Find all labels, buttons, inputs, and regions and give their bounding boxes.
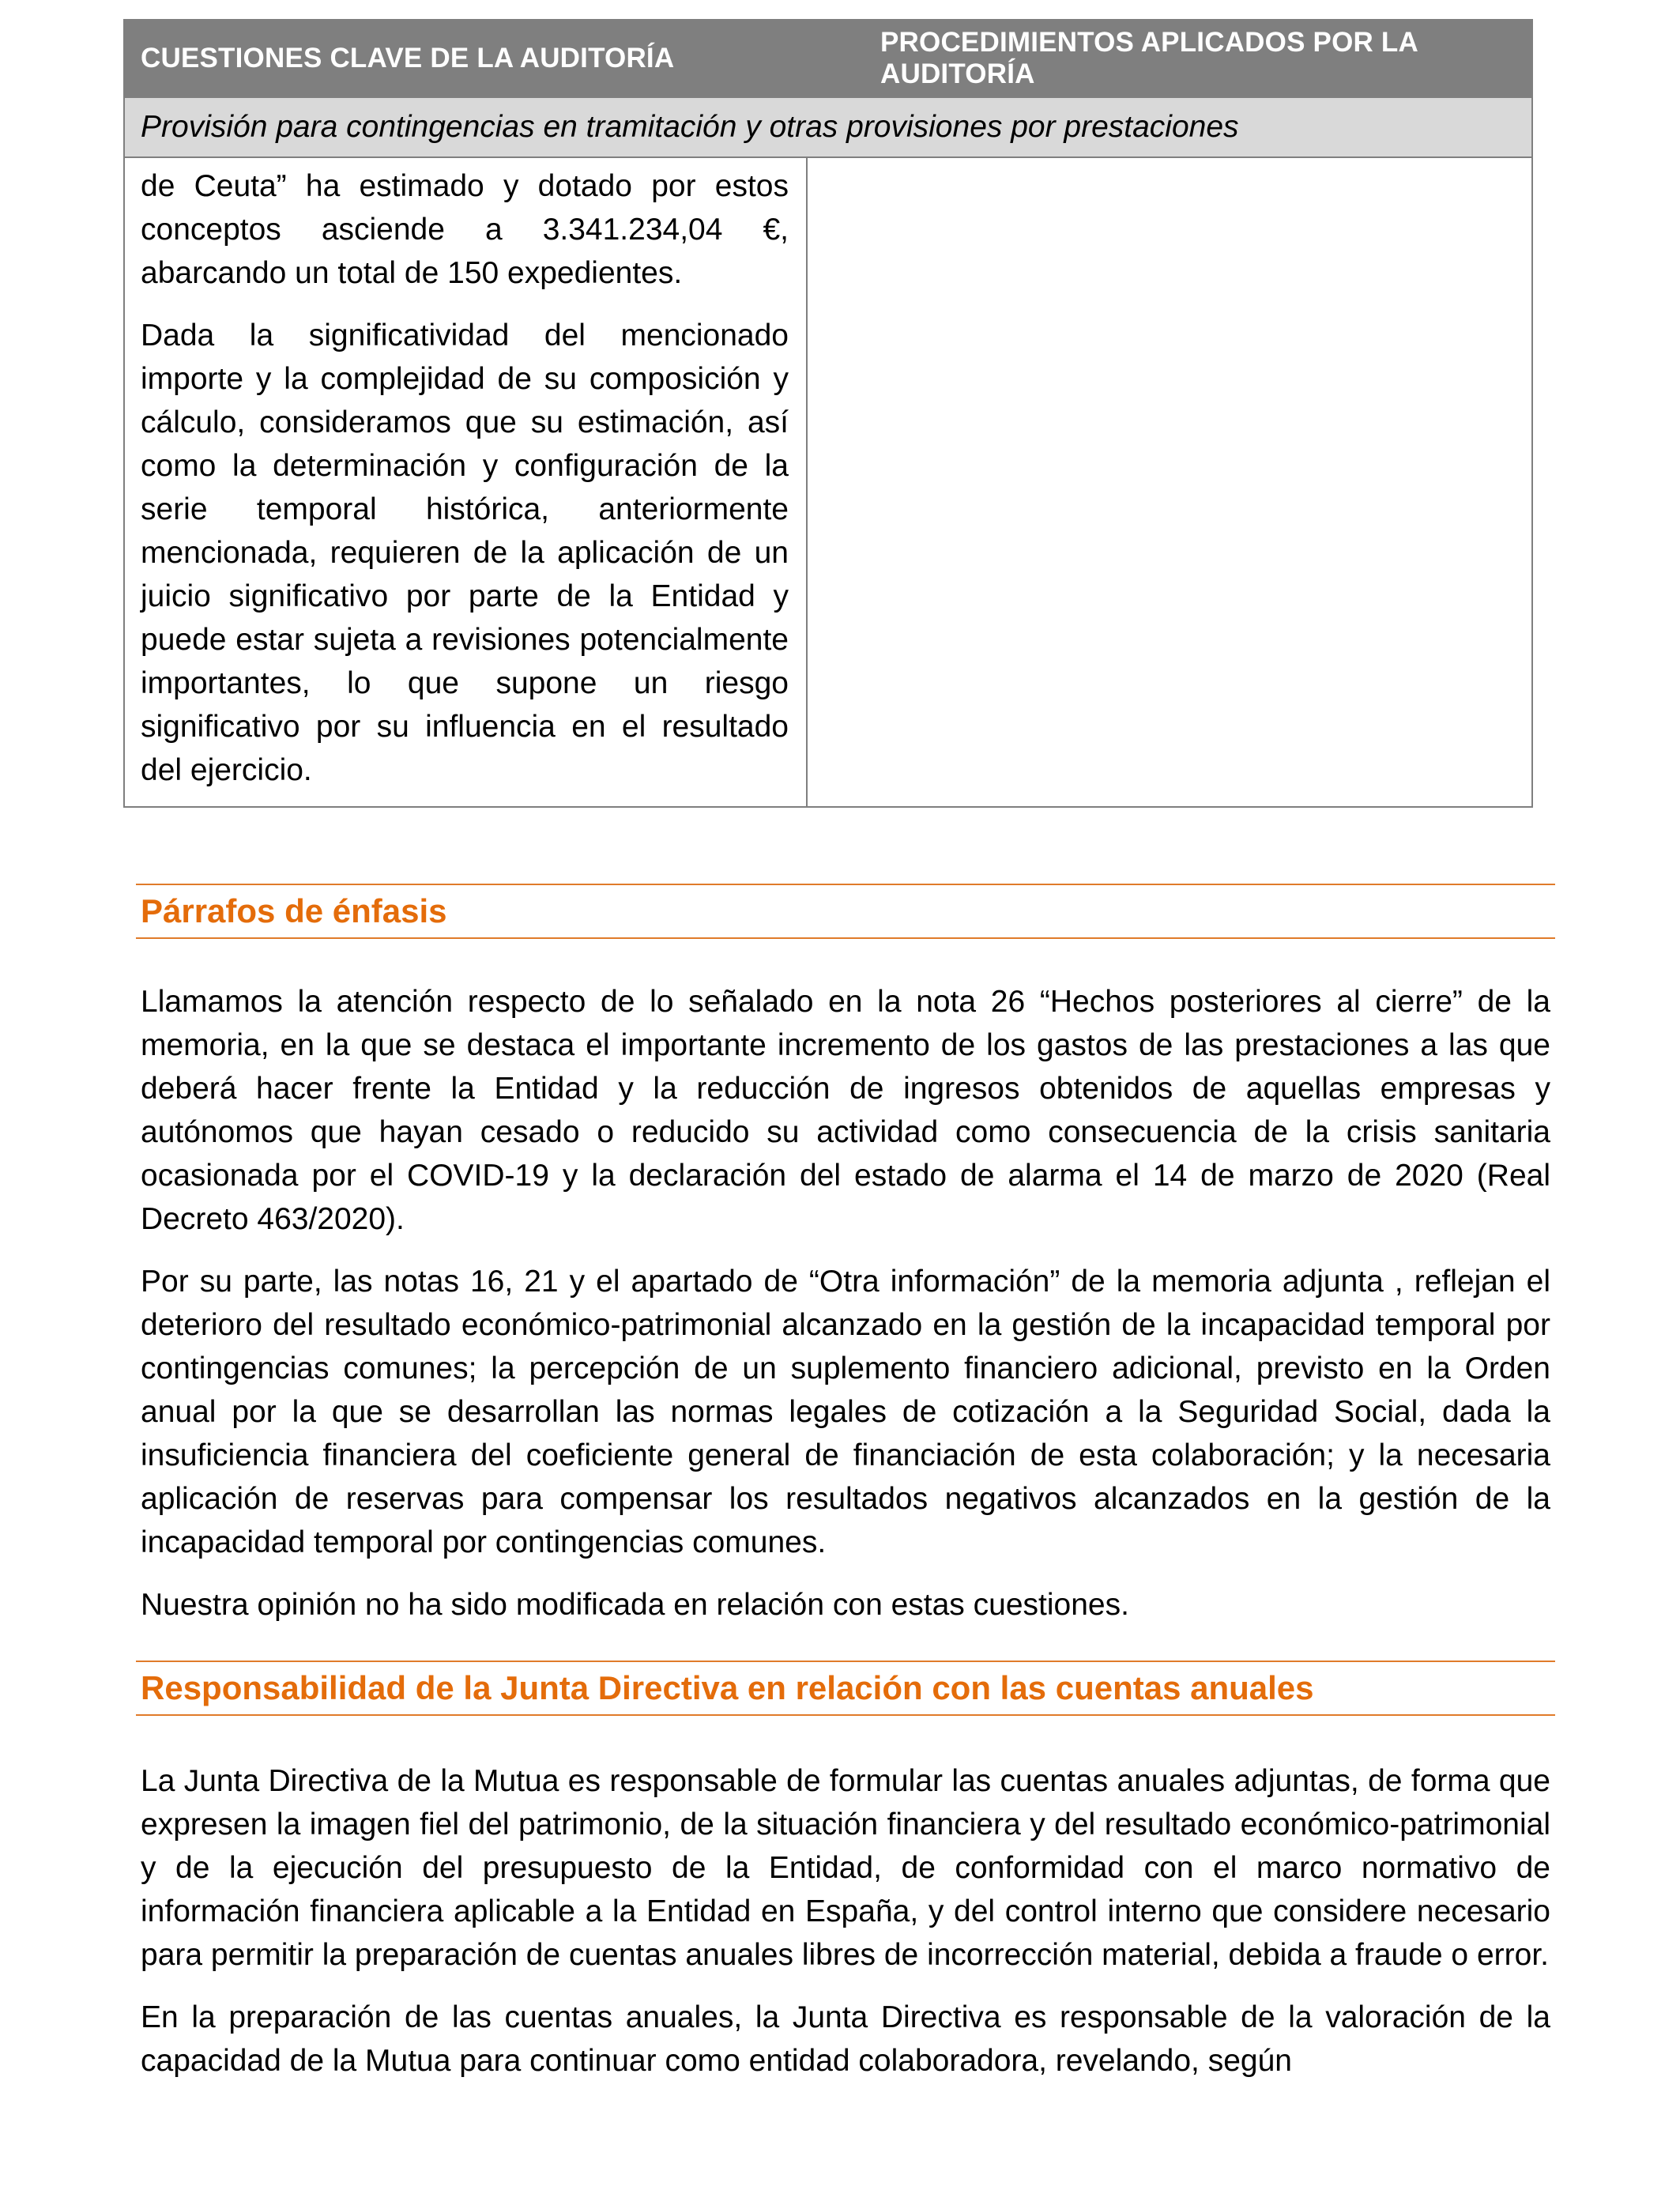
header-audit-procedures: PROCEDIMIENTOS APLICADOS POR LA AUDITORÍA: [880, 27, 1418, 89]
paragraph: Llamamos la atención respecto de lo señalado en la nota 26 “Hechos posteriores al cierre” de la memoria, en la que se destaca el importante incremento de los gastos de las prestaciones a las que deberá hacer frente la Entidad y la reducción de ingresos obtenidos de aquellas empresas y autónomos que hayan cesado o reducido su actividad como consecuencia de la crisis sanitaria ocasionada por el COVID-19 y la declaración del estado de alarma el 14 de marzo de 2020 (Real Decreto 463/2020).: [141, 985, 1550, 1236]
paragraph: Nuestra opinión no ha sido modificada en relación con estas cuestiones.: [141, 1588, 1129, 1622]
section-heading-emphasis: Párrafos de énfasis: [136, 884, 1555, 939]
procedures-cell: [808, 158, 1531, 806]
key-matter-cell: [125, 158, 808, 806]
emphasis-section-body: [141, 980, 1550, 1646]
paragraph: En la preparación de las cuentas anuales, la Junta Directiva es responsable de la valoración de la capacidad de la Mutua para continuar como entidad colaboradora, revelando, según: [141, 2000, 1550, 2078]
key-matter-paragraph: Dada la significatividad del mencionado importe y la complejidad de su composición y cálculo, consideramos que su estimación, así como la determinación y configuración de la serie temporal histórica, anteriormente mencionada, requieren de la aplicación de un juicio significativo por parte de la Entidad y puede estar sujeta a revisiones potencialmente importantes, lo que supone un riesgo significativo por su influencia en el resultado del ejercicio.: [141, 319, 789, 787]
key-matter-paragraph: de Ceuta” ha estimado y dotado por estos conceptos asciende a 3.341.234,04 €, abarcando un total de 150 expedientes.: [141, 169, 789, 290]
paragraph: Por su parte, las notas 16, 21 y el apartado de “Otra información” de la memoria adjunta , reflejan el deterioro del resultado económico-patrimonial alcanzado en la gestión de la incapacidad temporal por contingencias comunes; la percepción de un suplemento financiero adicional, previsto en la Orden anual por la que se desarrollan las normas legales de cotización a la Seguridad Social, dada la insuficiencia financiera del coeficiente general de financiación de esta colaboración; y la necesaria aplicación de reservas para compensar los resultados negativos alcanzados en la gestión de la incapacidad temporal por contingencias comunes.: [141, 1265, 1550, 1559]
header-key-audit-matters: CUESTIONES CLAVE DE LA AUDITORÍA: [141, 43, 675, 74]
paragraph: La Junta Directiva de la Mutua es responsable de formular las cuentas anuales adjuntas, de forma que expresen la imagen fiel del patrimonio, de la situación financiera y del resultado económico-patrimonial y de la ejecución del presupuesto de la Entidad, de conformidad con el marco normativo de información financiera aplicable a la Entidad en España, y del control interno que considere necesario para permitir la preparación de cuentas anuales libres de incorrección material, debida a fraude o error.: [141, 1764, 1550, 1972]
section-heading-board-responsibility: Responsabilidad de la Junta Directiva en relación con las cuentas anuales: [136, 1661, 1555, 1716]
table-body-row: [125, 158, 1531, 806]
table-subheader-row: Provisión para contingencias en tramitación y otras provisiones por prestaciones: [125, 96, 1531, 158]
key-audit-matters-table: [123, 19, 1533, 808]
board-responsibility-section-body: [141, 1759, 1550, 2102]
table-header-row: [125, 21, 1531, 96]
